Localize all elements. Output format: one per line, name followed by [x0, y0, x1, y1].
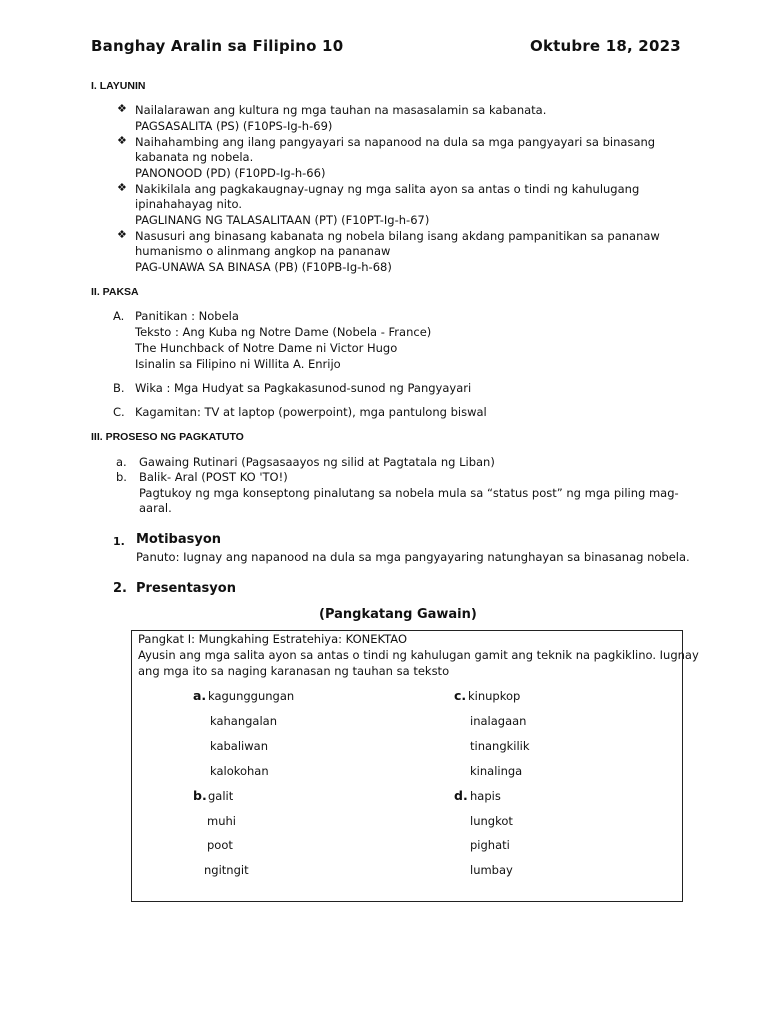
layunin-item-2-text: Naihahambing ang ilang pangyayari sa napanood na dula sa mga pangyayari sa binasang: [135, 135, 656, 149]
group-a-word-1: kagunggungan: [208, 689, 295, 703]
diamond-bullet-icon: ❖: [117, 102, 127, 115]
proseso-b-desc-cont: aaral.: [139, 501, 172, 515]
proseso-b-desc: Pagtukoy ng mga konseptong pinalutang sa nobela mula sa “status post” ng mga piling mag-: [139, 486, 679, 500]
paksa-a-line-2: Teksto : Ang Kuba ng Notre Dame (Nobela - France): [135, 325, 432, 339]
group-d-word-1: hapis: [470, 789, 501, 803]
box-instruction-cont: ang mga ito sa naging karanasan ng tauhan sa teksto: [138, 664, 450, 678]
paksa-c-text: Kagamitan: TV at laptop (powerpoint), mga pantulong biswal: [135, 405, 487, 419]
proseso-a-text: Gawaing Rutinari (Pagsasaayos ng silid at Pagtatala ng Liban): [139, 455, 495, 469]
section-paksa-heading: II. PAKSA: [91, 286, 139, 298]
group-b-word-2: muhi: [207, 814, 236, 828]
paksa-a-line-1: Panitikan : Nobela: [135, 309, 239, 323]
paksa-a-line-3: The Hunchback of Notre Dame ni Victor Hugo: [135, 341, 398, 355]
proseso-b-marker: b.: [116, 470, 127, 484]
paksa-a-line-4: Isinalin sa Filipino ni Willita A. Enrijo: [135, 357, 341, 371]
layunin-item-3-code: PAGLINANG NG TALASALITAAN (PT) (F10PT-Ig-h-67): [135, 213, 430, 227]
group-b-letter: b.: [193, 788, 207, 803]
document-title: Banghay Aralin sa Filipino 10: [91, 37, 344, 55]
document-date: Oktubre 18, 2023: [530, 37, 681, 55]
group-b-word-3: poot: [207, 838, 233, 852]
group-c-word-3: tinangkilik: [470, 739, 530, 753]
proseso-b-text: Balik- Aral (POST KO 'TO!): [139, 470, 288, 484]
group-c-word-4: kinalinga: [470, 764, 523, 778]
group-b-word-4: ngitngit: [204, 863, 249, 877]
pangkatang-gawain-title: (Pangkatang Gawain): [319, 607, 477, 622]
group-d-word-2: lungkot: [470, 814, 513, 828]
group-a-word-2: kahangalan: [210, 714, 278, 728]
group-c-word-2: inalagaan: [470, 714, 527, 728]
layunin-item-3-text-cont: ipinahahayag nito.: [135, 197, 242, 211]
paksa-a-marker: A.: [113, 309, 125, 323]
layunin-item-2-code: PANONOOD (PD) (F10PD-Ig-h-66): [135, 166, 326, 180]
layunin-item-4-text: Nasusuri ang binasang kabanata ng nobela bilang isang akdang pampanitikan sa pananaw: [135, 229, 660, 243]
group-a-word-4: kalokohan: [210, 764, 269, 778]
diamond-bullet-icon: ❖: [117, 181, 127, 194]
layunin-item-1-code: PAGSASALITA (PS) (F10PS-Ig-h-69): [135, 119, 333, 133]
diamond-bullet-icon: ❖: [117, 134, 127, 147]
group-a-word-3: kabaliwan: [210, 739, 268, 753]
layunin-item-4-text-cont: humanismo o alinmang angkop na pananaw: [135, 244, 391, 258]
motibasyon-title: Motibasyon: [136, 532, 222, 547]
presentasyon-title: Presentasyon: [136, 581, 236, 596]
box-instruction: Ayusin ang mga salita ayon sa antas o tindi ng kahulugan gamit ang teknik na pagkiklino. Iugnay: [138, 648, 699, 662]
motibasyon-number: 1.: [113, 535, 125, 548]
group-d-word-4: lumbay: [470, 863, 513, 877]
section-layunin-heading: I. LAYUNIN: [91, 80, 146, 92]
motibasyon-instruction: Panuto: Iugnay ang napanood na dula sa mga pangyayaring natunghayan sa binasanag nobela.: [136, 550, 690, 564]
layunin-item-3-text: Nakikilala ang pagkakaugnay-ugnay ng mga salita ayon sa antas o tindi ng kahulugang: [135, 182, 640, 196]
box-group-label: Pangkat I: Mungkahing Estratehiya: KONEKTAO: [138, 632, 407, 646]
layunin-item-4-code: PAG-UNAWA SA BINASA (PB) (F10PB-Ig-h-68): [135, 260, 392, 274]
presentasyon-number: 2.: [113, 581, 127, 596]
paksa-c-marker: C.: [113, 405, 125, 419]
proseso-a-marker: a.: [116, 455, 127, 469]
group-c-letter: c.: [454, 688, 467, 703]
section-proseso-heading: III. PROSESO NG PAGKATUTO: [91, 431, 244, 443]
layunin-item-2-text-cont: kabanata ng nobela.: [135, 150, 254, 164]
diamond-bullet-icon: ❖: [117, 228, 127, 241]
group-c-word-1: kinupkop: [468, 689, 521, 703]
layunin-item-1-text: Nailalarawan ang kultura ng mga tauhan na masasalamin sa kabanata.: [135, 103, 547, 117]
group-a-letter: a.: [193, 688, 207, 703]
paksa-b-marker: B.: [113, 381, 125, 395]
group-d-letter: d.: [454, 788, 468, 803]
group-b-word-1: galit: [208, 789, 234, 803]
paksa-b-text: Wika : Mga Hudyat sa Pagkakasunod-sunod ng Pangyayari: [135, 381, 472, 395]
group-d-word-3: pighati: [470, 838, 510, 852]
